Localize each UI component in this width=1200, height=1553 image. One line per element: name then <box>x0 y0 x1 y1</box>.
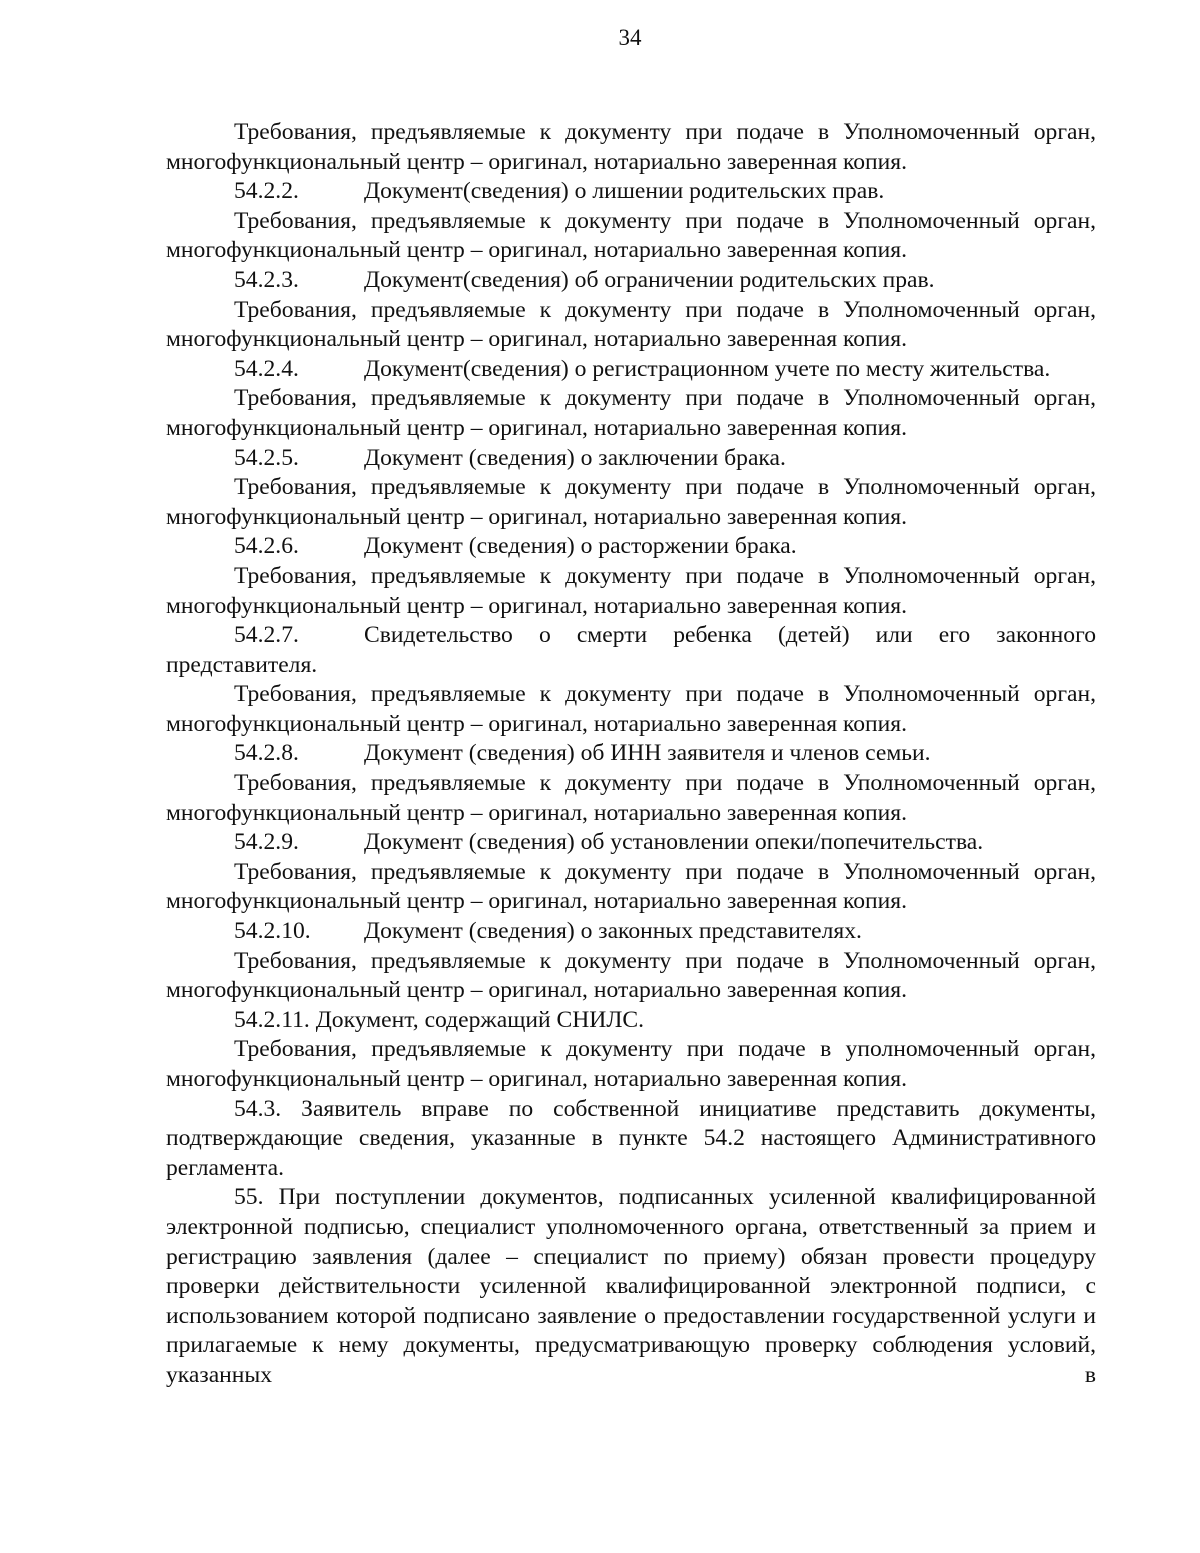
paragraph: 54.2.11. Документ, содержащий СНИЛС. <box>234 1006 644 1033</box>
paragraph: Требования, предъявляемые к документу при подаче в уполномоченный орган, многофункциональный центр – оригинал, нотариально заверенная копия. <box>166 1036 1096 1092</box>
item-text: Документ (сведения) об установлении опеки/попечительства. <box>364 829 984 856</box>
item-text: Документ (сведения) о законных представителях. <box>364 918 862 945</box>
paragraph: 54.3. Заявитель вправе по собственной инициативе представить документы, подтверждающие сведения, указанные в пункте 54.2 настоящего Административного регламента. <box>166 1095 1096 1181</box>
list-item <box>166 917 1096 947</box>
item-number: 54.2.9. <box>234 829 299 856</box>
item-text: Документ(сведения) об ограничении родительских прав. <box>364 266 935 293</box>
item-text: Документ(сведения) о регистрационном учете по месту жительства. <box>364 355 1051 382</box>
item-number: 54.2.10. <box>234 918 311 945</box>
list-item <box>166 266 1096 296</box>
item-text: Документ(сведения) о лишении родительских прав. <box>364 178 885 205</box>
document-body <box>166 118 1096 1391</box>
page-number: 34 <box>618 25 642 50</box>
list-item <box>166 444 1096 474</box>
item-text: Документ (сведения) об ИНН заявителя и членов семьи. <box>364 740 931 767</box>
list-item <box>166 355 1096 385</box>
paragraph: Требования, предъявляемые к документу при подаче в Уполномоченный орган, многофункциональный центр – оригинал, нотариально заверенная копия. <box>166 474 1096 530</box>
item-number: 54.2.4. <box>234 355 299 382</box>
paragraph: Требования, предъявляемые к документу при подаче в Уполномоченный орган, многофункциональный центр – оригинал, нотариально заверенная копия. <box>166 858 1096 915</box>
list-item <box>166 177 1096 207</box>
paragraph: Требования, предъявляемые к документу при подаче в Уполномоченный орган, многофункциональный центр – оригинал, нотариально заверенная копия. <box>166 947 1096 1004</box>
item-number: 54.2.3. <box>234 266 299 293</box>
item-text: Документ (сведения) о расторжении брака. <box>364 533 797 560</box>
paragraph: Требования, предъявляемые к документу при подаче в Уполномоченный орган, многофункциональный центр – оригинал, нотариально заверенная копия. <box>166 385 1096 441</box>
item-text: Свидетельство о смерти ребенка (детей) или его законного представителя. <box>166 622 1096 678</box>
list-item <box>166 828 1096 858</box>
list-item <box>166 621 1096 680</box>
item-number: 54.2.5. <box>234 444 299 471</box>
paragraph: Требования, предъявляемые к документу при подаче в Уполномоченный орган, многофункциональный центр – оригинал, нотариально заверенная копия. <box>166 296 1096 353</box>
item-number: 54.2.6. <box>234 533 299 560</box>
paragraph: 55. При поступлении документов, подписанных усиленной квалифицированной электронной подписью, специалист уполномоченного органа, ответственный за прием и регистрацию заявления (далее – специалист по приему) обязан провести процедуру проверки действительности усиленной квалифицированной электронной подписи, с использованием которой подписано заявление о предоставлении государственной услуги и прилагаемые к нему документы, предусматривающую проверку соблюдения условий, указанных в <box>166 1184 1096 1388</box>
paragraph: Требования, предъявляемые к документу при подаче в Уполномоченный орган, многофункциональный центр – оригинал, нотариально заверенная копия. <box>166 770 1096 826</box>
item-number: 54.2.8. <box>234 740 299 767</box>
paragraph: Требования, предъявляемые к документу при подаче в Уполномоченный орган, многофункциональный центр – оригинал, нотариально заверенная копия. <box>166 681 1096 737</box>
item-number: 54.2.7. <box>234 622 299 649</box>
list-item <box>166 532 1096 562</box>
item-text: Документ (сведения) о заключении брака. <box>364 444 786 471</box>
list-item <box>166 739 1096 769</box>
item-number: 54.2.2. <box>234 178 299 205</box>
paragraph: Требования, предъявляемые к документу при подаче в Уполномоченный орган, многофункциональный центр – оригинал, нотариально заверенная копия. <box>166 562 1096 619</box>
paragraph: Требования, предъявляемые к документу при подаче в Уполномоченный орган, многофункциональный центр – оригинал, нотариально заверенная копия. <box>166 119 1096 175</box>
paragraph: Требования, предъявляемые к документу при подаче в Уполномоченный орган, многофункциональный центр – оригинал, нотариально заверенная копия. <box>166 207 1096 264</box>
